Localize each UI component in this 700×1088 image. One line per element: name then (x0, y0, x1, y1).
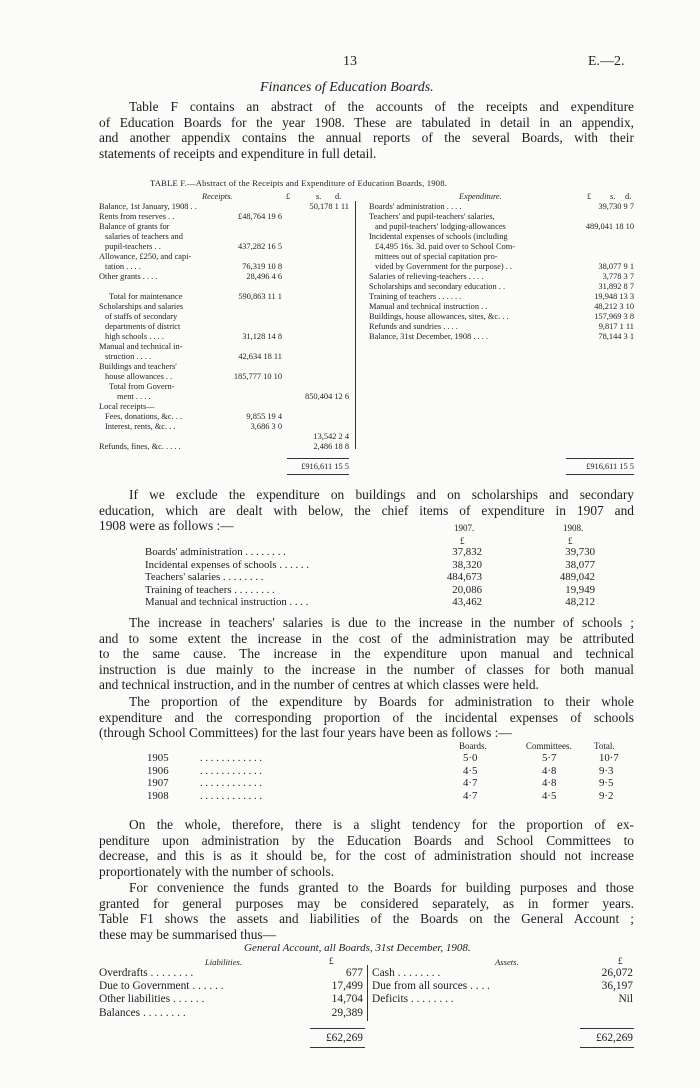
assets-total-rule (580, 1028, 634, 1029)
expenditure-label: Scholarships and secondary education . . (369, 282, 506, 291)
proportion-year: 1907 (147, 777, 169, 790)
expenditure-row (369, 232, 634, 242)
receipt-amount: 2,486 18 8 (313, 442, 349, 451)
asset-amount: 36,197 (601, 980, 633, 993)
expenditure-amount: 48,212 3 10 (594, 302, 634, 311)
receipt-amount: 13,542 2 4 (313, 432, 349, 441)
receipts-total-underline (287, 474, 349, 475)
expenditure-amount: 38,077 9 1 (598, 262, 634, 271)
paragraph-line: proportionately with the number of schools. (99, 863, 335, 879)
liability-label: Overdrafts . . . . . . . . (99, 967, 194, 979)
receipt-label: tation . . . . (105, 262, 141, 271)
expenditure-label: Balance, 31st December, 1908 . . . . (369, 332, 488, 341)
committees-header: Committees. (526, 741, 572, 751)
expenditure-row (369, 282, 634, 292)
expenditure-label: Salaries of relieving-teachers . . . . (369, 272, 484, 281)
receipt-label: Refunds, fines, &c. . . . . (99, 442, 181, 451)
receipt-subamount: 31,128 14 8 (242, 332, 282, 341)
item-label: Boards' administration . . . . . . . . (145, 546, 286, 558)
receipt-amount: 50,178 1 11 (309, 202, 349, 211)
proportion-year: 1905 (147, 752, 169, 764)
table-f-title: TABLE F.—Abstract of the Receipts and Expenditure of Education Boards, 1908. (150, 178, 448, 188)
expenditure-total: £916,611 15 5 (586, 462, 634, 471)
year-header-1908: 1908. (563, 523, 584, 533)
liability-amount: 17,499 (331, 980, 363, 993)
receipt-label: ment . . . . (117, 392, 151, 401)
proportion-boards: 4·7 (463, 789, 478, 802)
expenditure-header-row (369, 192, 634, 202)
receipt-label: Balance, 1st January, 1908 . . (99, 202, 197, 211)
receipt-label: Buildings and teachers' (99, 362, 177, 371)
account-divider (367, 965, 368, 1021)
receipt-row (99, 422, 349, 432)
expenditure-row (369, 242, 634, 252)
receipt-row (99, 242, 349, 252)
expenditure-row (369, 332, 634, 342)
paragraph-line: 1908 were as follows :— (99, 518, 234, 534)
expenditure-column (369, 192, 634, 342)
assets-total: £62,269 (595, 1032, 633, 1044)
assets-total-underline (580, 1047, 634, 1048)
expenditure-label: Incidental expenses of schools (including (369, 232, 508, 241)
liabilities-header: Liabilities. (205, 957, 243, 967)
paragraph-line: to the same cause. The increase in the expenditure upon manual and technical (99, 646, 634, 662)
receipt-row (99, 342, 349, 352)
receipt-row (99, 402, 349, 412)
item-1907: 484,673 (446, 571, 482, 584)
item-1908: 39,730 (565, 546, 595, 558)
proportion-dots: . . . . . . . . . . . . (200, 752, 263, 764)
expenditure-total-underline (566, 474, 634, 475)
receipt-label: of staffs of secondary (105, 312, 178, 321)
liability-amount: 29,389 (331, 1006, 363, 1019)
section-heading: Finances of Education Boards. (260, 80, 434, 95)
liability-label: Due to Government . . . . . . (99, 980, 224, 993)
receipt-label: Local receipts— (99, 402, 155, 411)
expenditure-label: and pupil-teachers' lodging-allowances (375, 222, 506, 231)
liability-label: Balances . . . . . . . . (99, 1006, 186, 1019)
expenditure-amount: 9,817 1 11 (598, 322, 634, 331)
expenditure-amount: 39,730 9 7 (598, 202, 634, 211)
proportion-committees: 5·7 (542, 752, 557, 764)
receipts-header: Receipts. (202, 192, 233, 201)
expenditure-amount: 489,041 18 10 (585, 222, 634, 231)
receipt-row (99, 302, 349, 312)
receipt-subamount: 9,855 19 4 (246, 412, 282, 421)
receipt-row (99, 382, 349, 392)
intro-paragraph (99, 99, 634, 161)
receipt-label: salaries of teachers and (105, 232, 183, 241)
receipt-row (99, 262, 349, 272)
receipt-row (99, 442, 349, 452)
currency-1907: £ (460, 536, 465, 546)
receipt-row (99, 322, 349, 332)
receipt-label: Allowance, £250, and capi- (99, 252, 192, 261)
item-1907: 38,320 (452, 558, 482, 571)
assets-currency: £ (618, 956, 623, 966)
receipt-subamount: 76,319 10 8 (242, 262, 282, 271)
receipt-subamount: 590,863 11 1 (238, 292, 282, 301)
proportion-committees: 4·5 (542, 789, 557, 802)
intro-line: statements of receipts and expenditure in full detail. (99, 145, 377, 161)
proportion-boards: 4·7 (463, 777, 478, 790)
expenditure-label: Refunds and sundries . . . . (369, 322, 458, 331)
expenditure-row (369, 292, 634, 302)
receipt-row (99, 282, 349, 292)
receipt-label: struction . . . . (105, 352, 152, 361)
increase-paragraph (99, 615, 634, 693)
receipt-row (99, 362, 349, 372)
expenditure-header: Expenditure. (459, 192, 502, 201)
asset-amount: 26,072 (601, 967, 633, 979)
receipt-label: Rents from reserves . . (99, 212, 175, 221)
proportion-total: 9·3 (599, 764, 614, 777)
liability-amount: 677 (345, 967, 363, 979)
receipt-subamount: 42,634 18 11 (238, 352, 282, 361)
expenditure-label: Buildings, house allowances, sites, &c. . . (369, 312, 509, 321)
asset-label: Cash . . . . . . . . (372, 967, 441, 979)
receipt-label: Balance of grants for (99, 222, 170, 231)
receipt-label: Total for maintenance (109, 292, 183, 301)
receipt-row (99, 292, 349, 302)
expenditure-amount: 157,969 3 8 (594, 312, 634, 321)
table-divider (355, 201, 356, 449)
item-1908: 48,212 (565, 596, 595, 609)
proportion-dots: . . . . . . . . . . . . (200, 789, 263, 802)
proportion-dots: . . . . . . . . . . . . (200, 777, 263, 790)
expenditure-amount: 78,144 3 1 (598, 332, 634, 341)
receipt-subamount: 437,282 16 5 (238, 242, 282, 251)
receipt-label: Total from Govern- (109, 382, 175, 391)
expenditure-label: Training of teachers . . . . . . (369, 292, 462, 301)
liability-label: Other liabilities . . . . . . (99, 993, 205, 1006)
asset-label: Due from all sources . . . . (372, 980, 490, 993)
paragraph-line: penditure upon administration by the Education Boards and School Committees to (99, 832, 634, 848)
proportion-committees: 4·8 (542, 764, 557, 777)
liabilities-currency: £ (329, 956, 334, 966)
expenditure-amount: 19,948 13 3 (594, 292, 634, 301)
proportion-committees: 4·8 (542, 777, 557, 790)
paragraph-line: If we exclude the expenditure on buildings and on scholarships and secondary (129, 487, 634, 502)
expenditure-row (369, 212, 634, 222)
expenditure-label: Boards' administration . . . . (369, 202, 462, 211)
expenditure-label: vided by Government for the purpose) . . (375, 262, 512, 271)
expenditure-row (369, 322, 634, 332)
receipts-rows (99, 202, 349, 452)
paragraph-line: Table F1 shows the assets and liabilities of the Boards on the General Account ; (99, 911, 634, 927)
receipt-label: Scholarships and salaries (99, 302, 184, 311)
currency-1908: £ (568, 536, 573, 546)
pence-sign: d. (335, 192, 342, 201)
expenditure-row (369, 312, 634, 322)
receipt-row (99, 352, 349, 362)
funds-paragraph (99, 880, 634, 942)
asset-amount: Nil (618, 993, 633, 1006)
expenditure-total-rule (566, 458, 634, 459)
expenditure-amount: 31,892 8 7 (598, 282, 634, 291)
expenditure-row (369, 222, 634, 232)
proportion-boards: 5·0 (463, 752, 478, 764)
receipt-label: high schools . . . . (105, 332, 164, 341)
pence-sign: d. (625, 192, 632, 201)
proportion-boards: 4·5 (463, 764, 478, 777)
receipts-column (99, 192, 349, 452)
proportion-year: 1906 (147, 764, 169, 777)
liabilities-total-rule (310, 1028, 365, 1029)
expenditure-row (369, 202, 634, 212)
item-label: Manual and technical instruction . . . . (145, 596, 309, 609)
receipt-row (99, 372, 349, 382)
asset-label: Deficits . . . . . . . . (372, 993, 454, 1006)
receipts-total-rule (287, 458, 349, 459)
receipts-total: £916,611 15 5 (301, 462, 349, 471)
item-1908: 489,042 (559, 571, 595, 584)
receipt-label: Interest, rents, &c. . . (105, 422, 176, 431)
receipts-header-row (99, 192, 349, 202)
liabilities-total-underline (310, 1047, 365, 1048)
item-1908: 19,949 (565, 583, 595, 596)
tendency-paragraph (99, 817, 634, 879)
receipt-subamount: 3,686 3 0 (250, 422, 282, 431)
receipt-label: departments of district (105, 322, 181, 331)
receipt-row (99, 202, 349, 212)
proportion-year: 1908 (147, 789, 169, 802)
paragraph-line: For convenience the funds granted to the Boards for building purposes and those (129, 880, 634, 895)
assets-header: Assets. (495, 957, 519, 967)
expenditure-rows (369, 202, 634, 342)
item-1907: 20,086 (452, 583, 482, 596)
receipt-label: house allowances . . (105, 372, 173, 381)
pound-sign: £ (286, 192, 291, 201)
paragraph-line: On the whole, therefore, there is a slight tendency for the proportion of ex- (129, 817, 634, 832)
intro-line: and another appendix contains the annual reports of the several Boards, with their (99, 130, 634, 146)
receipt-label: pupil-teachers . . (105, 242, 161, 251)
expenditure-row (369, 262, 634, 272)
receipt-row (99, 332, 349, 342)
proportion-total: 10·7 (599, 752, 619, 764)
paragraph-line: instruction is due mainly to the increase in the number of classes for both manual (99, 661, 634, 677)
item-label: Training of teachers . . . . . . . . (145, 583, 275, 596)
paragraph-line: (through School Committees) for the last four years have been as follows :— (99, 725, 512, 741)
total-header: Total. (594, 741, 615, 751)
receipt-row (99, 412, 349, 422)
liabilities-total: £62,269 (325, 1032, 363, 1044)
paragraph-line: The proportion of the expenditure by Boards for administration to their whole (129, 694, 634, 709)
intro-line: of Education Boards for the year 1908. These are tabulated in detail in an appendix, (99, 114, 634, 130)
pound-sign: £ (587, 192, 592, 201)
expenditure-amount: 3,778 3 7 (602, 272, 634, 281)
paragraph-line: decrease, and this is as it should be, for the cost of administration should not increase (99, 848, 634, 864)
item-1907: 37,832 (452, 546, 482, 558)
boards-header: Boards. (459, 741, 487, 751)
receipt-row (99, 392, 349, 402)
liability-amount: 14,704 (331, 993, 363, 1006)
item-1908: 38,077 (565, 558, 595, 571)
shilling-sign: s. (610, 192, 616, 201)
expenditure-label: Teachers' and pupil-teachers' salaries, (369, 212, 495, 221)
receipt-label: Fees, donations, &c. . . (105, 412, 182, 421)
proportion-dots: . . . . . . . . . . . . (200, 764, 263, 777)
receipt-row (99, 432, 349, 442)
expenditure-row (369, 252, 634, 262)
item-label: Incidental expenses of schools . . . . . . (145, 558, 310, 571)
receipt-row (99, 312, 349, 322)
paragraph-line: and technical instruction, and in the number of centres at which classes were held. (99, 677, 539, 693)
paragraph-line: granted for general purposes may be considered separately, as in former years. (99, 895, 634, 911)
paragraph-line: and to some extent the increase in the cost of the administration may be attributed (99, 630, 634, 646)
proportion-paragraph (99, 694, 634, 741)
receipt-subamount: 28,496 4 6 (246, 272, 282, 281)
proportion-total: 9·2 (599, 789, 614, 802)
receipt-amount: 850,404 12 6 (305, 392, 349, 401)
item-label: Teachers' salaries . . . . . . . . (145, 571, 264, 584)
intro-line: Table F contains an abstract of the accounts of the receipts and expenditure (129, 99, 634, 114)
receipt-row (99, 212, 349, 222)
expenditure-label: mittees out of special capitation pro- (375, 252, 498, 261)
page-number: 13 (343, 54, 357, 69)
expenditure-label: Manual and technical instruction . . (369, 302, 488, 311)
expenditure-paragraph (99, 487, 634, 534)
receipt-row (99, 252, 349, 262)
document-reference: E.—2. (588, 54, 625, 69)
proportion-total: 9·5 (599, 777, 614, 790)
paragraph-line: these may be summarised thus— (99, 926, 277, 942)
expenditure-row (369, 302, 634, 312)
receipt-row (99, 222, 349, 232)
receipt-subamount: £48,764 19 6 (238, 212, 282, 221)
year-header-1907: 1907. (454, 523, 475, 533)
receipt-row (99, 272, 349, 282)
item-1907: 43,462 (452, 596, 482, 609)
receipt-label: Other grants . . . . (99, 272, 158, 281)
shilling-sign: s. (316, 192, 322, 201)
paragraph-line: expenditure and the corresponding proportion of the incidental expenses of schools (99, 709, 634, 725)
general-account-title: General Account, all Boards, 31st December, 1908. (244, 942, 471, 954)
receipt-label: Manual and technical in- (99, 342, 183, 351)
expenditure-label: £4,495 16s. 3d. paid over to School Com- (375, 242, 516, 251)
expenditure-row (369, 272, 634, 282)
paragraph-line: The increase in teachers' salaries is due to the increase in the number of schools ; (129, 615, 634, 630)
receipt-row (99, 232, 349, 242)
paragraph-line: education, which are dealt with below, the chief items of expenditure in 1907 and (99, 502, 634, 518)
receipt-subamount: 185,777 10 10 (233, 372, 282, 381)
